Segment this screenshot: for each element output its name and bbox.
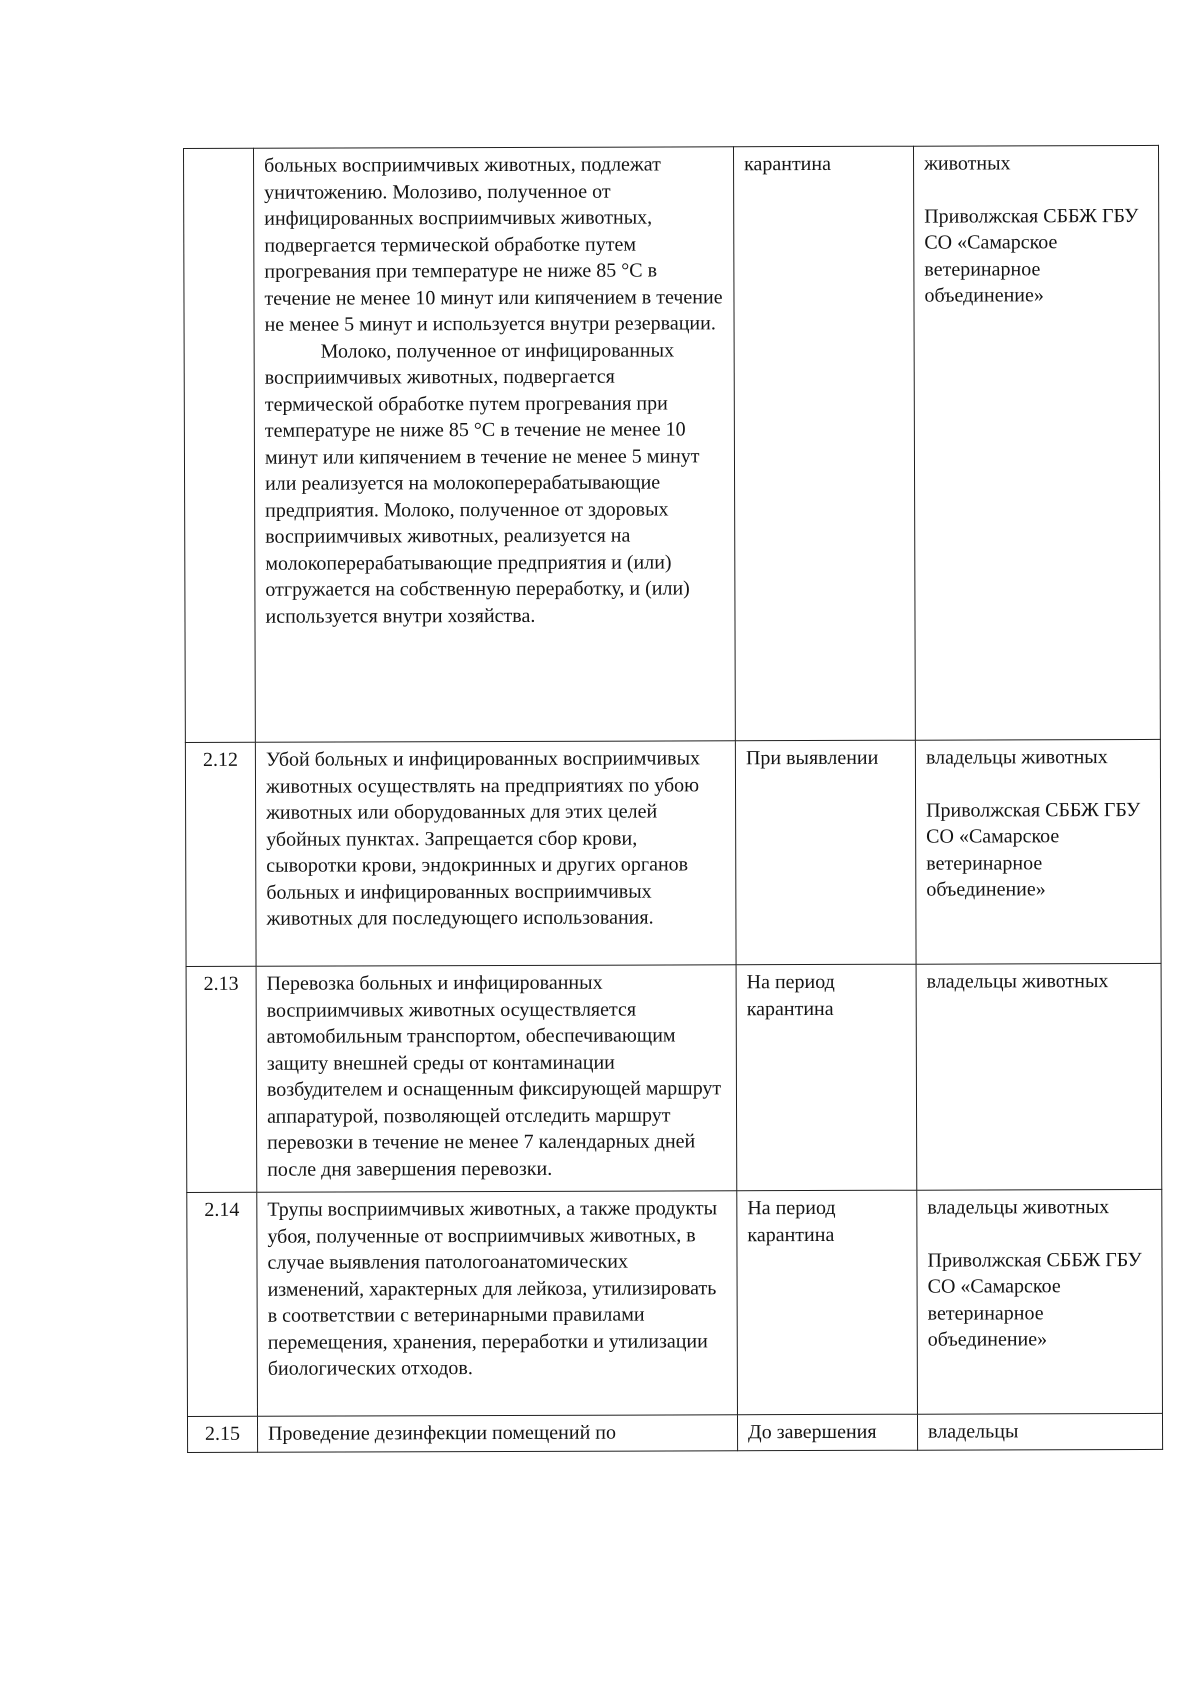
table-row [187,1413,1162,1452]
measure-paragraph: Проведение дезинфекции помещений по [268,1421,617,1445]
responsible-cell [913,145,1160,740]
measure-text [257,1191,738,1417]
row-number: 2.14 [187,1192,258,1416]
row-number [184,148,256,742]
responsible-owners: животных [924,152,1011,175]
measure-paragraph: Перевозка больных и инфицированных восприимчивых животных осуществляется автомобильным транспортом, обеспечивающим защиту внешней среды от контаминации возбудителем и оснащенным фиксирующей маршрут аппаратурой, позволяющей отследить маршрут перевозки в течение не менее 7 календарных дней после дня завершения перевозки. [266,971,722,1181]
responsible-organization: Приволжская СББЖ ГБУ СО «Самарское ветеринарное объединение» [926,798,1141,901]
responsible-cell [916,963,1162,1190]
responsible-organization: Приволжская СББЖ ГБУ СО «Самарское ветеринарное объединение» [927,1248,1142,1351]
row-number: 2.15 [187,1416,257,1452]
measure-paragraph: Убой больных и инфицированных восприимчивых животных осуществлять на предприятиях по убою животных или оборудованных для этих целей убойных пунктах. Запрещается сбор крови, сыворотки крови, эндокринных и других органов больных и инфицированных восприимчивых животных для последующего использования. [265,747,701,930]
row-number: 2.12 [185,742,256,966]
table-row [186,963,1162,1192]
term-cell: карантина [733,146,915,741]
measure-paragraph: Трупы восприимчивых животных, а также продукты убоя, полученные от восприимчивых животных, в случае выявления патологоанатомических изменений, характерных для лейкоза, утилизировать в соответствии с ветеринарными правилами перемещения, хранения, переработки и утилизации биологических отходов. [267,1197,718,1380]
responsible-cell [917,1189,1163,1414]
measure-text [257,1415,737,1452]
measures-table [183,145,1163,1453]
responsible-organization: Приволжская СББЖ ГБУ СО «Самарское ветеринарное объединение» [924,204,1139,307]
responsible-cell [917,1413,1162,1449]
responsible-owners: владельцы животных [925,746,1108,769]
measure-text [254,147,736,743]
table-row [187,1189,1163,1416]
row-number: 2.13 [186,966,257,1192]
responsible-owners: владельцы животных [926,970,1109,993]
measure-paragraph: больных восприимчивых животных, подлежат уничтожению. Молозиво, полученное от инфицированных восприимчивых животных, подвергается термической обработке путем прогревания при температуре не ниже 85 °С в течение не менее 10 минут или кипячением в течение не менее 5 минут и используется внутри резервации. [264,153,723,336]
term-cell: При выявлении [735,740,916,965]
responsible-owners: владельцы животных [927,1196,1110,1219]
responsible-owners: владельцы [928,1420,1019,1443]
term-cell: До завершения [737,1414,917,1450]
responsible-cell [915,739,1161,964]
table-row [185,739,1161,966]
measure-text [255,741,736,967]
term-cell: На период карантина [736,964,917,1191]
measure-text [256,965,737,1193]
table-row [184,145,1161,742]
measure-paragraph: Молоко, полученное от инфицированных восприимчивых животных, подвергается термической обработке путем прогревания при температуре не ниже 85 °С в течение не менее 10 минут или кипячением в течение не менее 5 минут или реализуется на молокоперерабатывающие предприятия. Молоко, полученное от здоровых восприимчивых животных, реализуется на молокоперерабатывающие предприятия и (или) отгружается на собственную переработку, и (или) используется внутри хозяйства. [264,338,700,628]
term-cell: На период карантина [737,1190,918,1415]
